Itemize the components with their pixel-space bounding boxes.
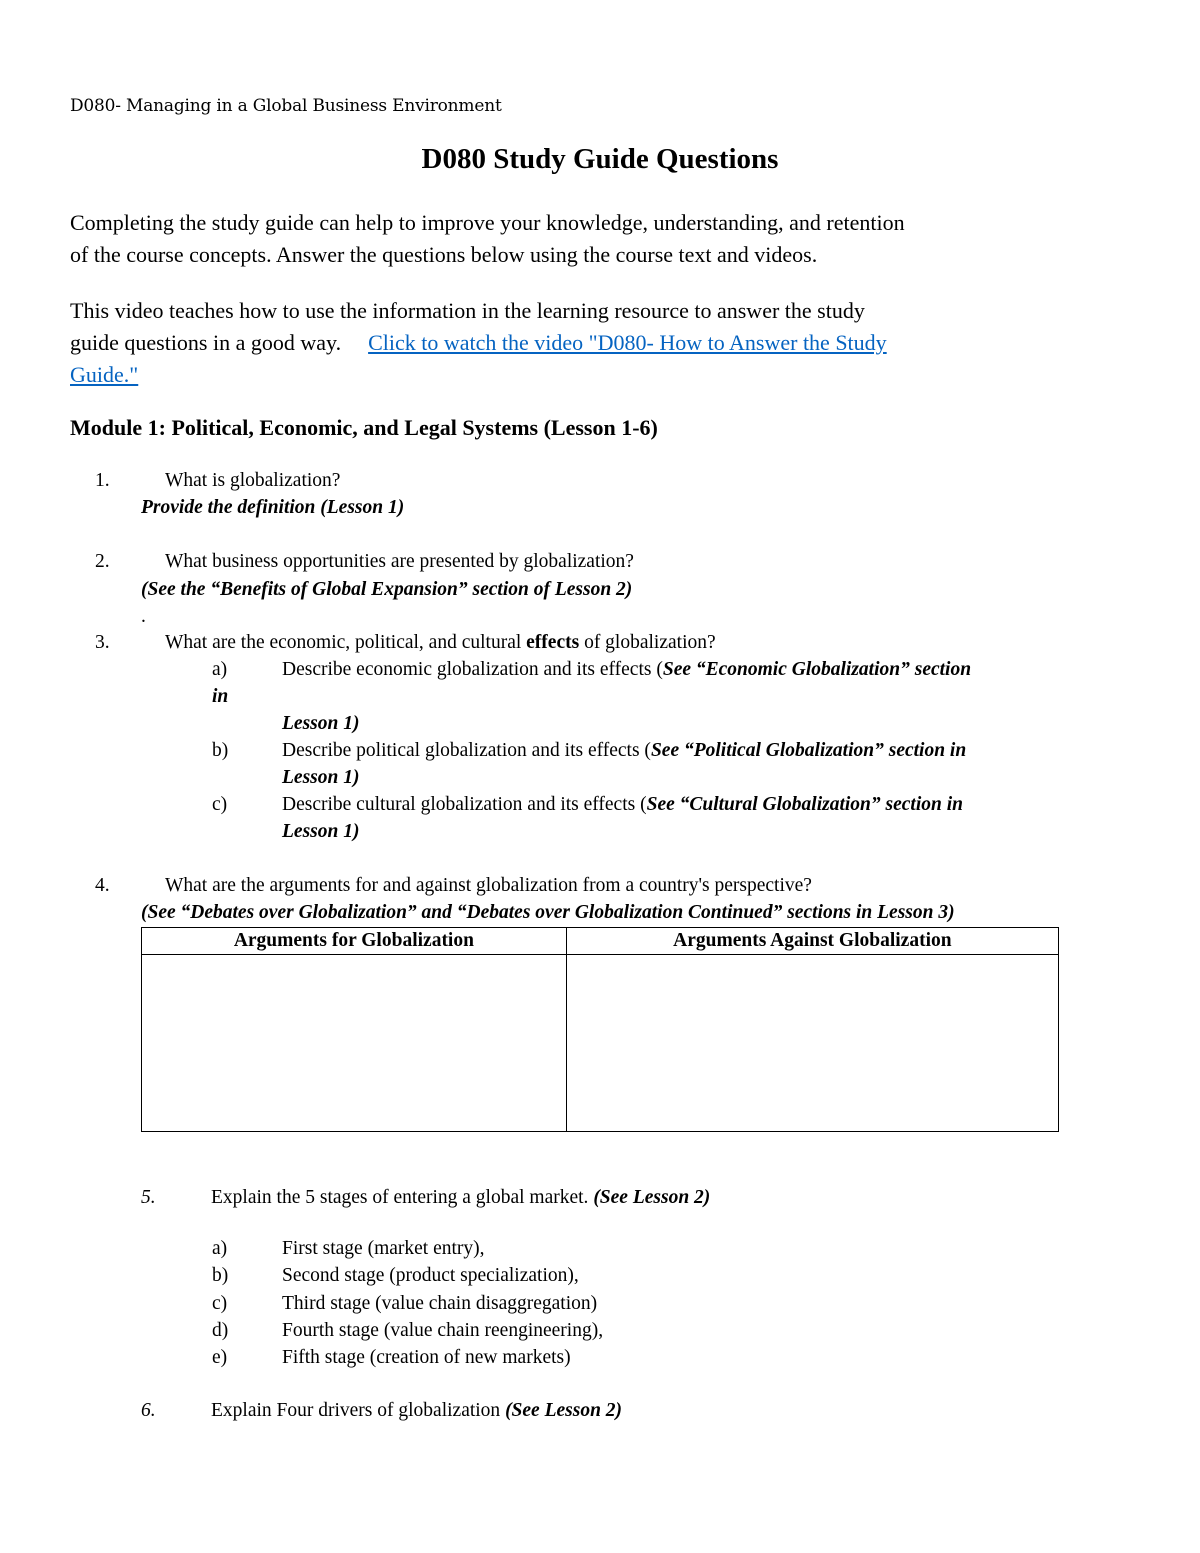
arguments-for-cell[interactable]	[142, 955, 567, 1132]
q5e-text: Fifth stage (creation of new markets)	[282, 1347, 571, 1368]
q6-text	[211, 1400, 622, 1422]
q5-hint: (See Lesson 2)	[593, 1187, 711, 1208]
q5e-letter: e)	[212, 1347, 228, 1368]
q3c-text	[282, 794, 963, 816]
q3b-description: Describe political globalization and its effects (	[282, 740, 651, 761]
q1-number: 1.	[95, 470, 110, 491]
q3a-letter: a)	[212, 659, 228, 680]
q1-text: What is globalization?	[165, 470, 341, 491]
q3a-hint: See “Economic Globalization” section	[662, 659, 972, 680]
q3-text	[165, 632, 716, 654]
q2-number: 2.	[95, 551, 110, 572]
arguments-against-cell[interactable]	[566, 955, 1058, 1132]
q3c-letter: c)	[212, 794, 228, 815]
q5c-letter: c)	[212, 1293, 228, 1314]
q3c-hint-lesson: Lesson 1)	[282, 821, 360, 842]
q3c-hint: See “Cultural Globalization” section in	[646, 794, 963, 815]
page-title: D080 Study Guide Questions	[421, 143, 779, 175]
q5b-letter: b)	[212, 1265, 229, 1286]
q6-number: 6.	[141, 1400, 156, 1421]
arguments-against-header: Arguments Against Globalization	[566, 928, 1058, 955]
q6-description: Explain Four drivers of globalization	[211, 1400, 506, 1421]
q3a-hint-lesson: Lesson 1)	[282, 713, 360, 734]
q2-hint: (See the “Benefits of Global Expansion” section of Lesson 2)	[141, 579, 633, 600]
arguments-table	[141, 927, 1059, 1132]
q5a-text: First stage (market entry),	[282, 1238, 485, 1259]
q3c-description: Describe cultural globalization and its effects (	[282, 794, 647, 815]
video-paragraph	[70, 295, 887, 391]
q3-text-bold: effects	[526, 632, 580, 653]
module-1-heading: Module 1: Political, Economic, and Legal Systems (Lesson 1-6)	[70, 415, 658, 440]
q4-text: What are the arguments for and against globalization from a country's perspective?	[165, 875, 812, 896]
q5c-text: Third stage (value chain disaggregation)	[282, 1293, 598, 1314]
q1-hint: Provide the definition (Lesson 1)	[141, 497, 405, 518]
q3-text-end: of globalization?	[579, 632, 716, 653]
q3a-hint-cont: in	[212, 686, 229, 707]
q2-dot: .	[141, 606, 146, 627]
q3b-text	[282, 740, 966, 762]
video-link-continued[interactable]: Guide."	[70, 362, 139, 387]
q5-description: Explain the 5 stages of entering a global market.	[211, 1187, 594, 1208]
q5a-letter: a)	[212, 1238, 228, 1259]
q3a-text	[282, 659, 971, 681]
intro-line-2: of the course concepts. Answer the questions below using the course text and videos.	[70, 242, 818, 267]
q4-hint: (See “Debates over Globalization” and “Debates over Globalization Continued” sections in Lesson 3)	[141, 902, 955, 923]
q3a-description: Describe economic globalization and its effects (	[282, 659, 663, 680]
q5d-text: Fourth stage (value chain reengineering),	[282, 1320, 604, 1341]
q3b-letter: b)	[212, 740, 229, 761]
video-line-3	[70, 359, 887, 391]
intro-line-1: Completing the study guide can help to improve your knowledge, understanding, and retention	[70, 210, 905, 235]
video-line-2	[70, 327, 887, 359]
document-header: D080- Managing in a Global Business Environment	[70, 96, 502, 116]
q3b-hint-lesson: Lesson 1)	[282, 767, 360, 788]
q2-text: What business opportunities are presented by globalization?	[165, 551, 634, 572]
q4-number: 4.	[95, 875, 110, 896]
q3b-hint: See “Political Globalization” section in	[650, 740, 967, 761]
q5-number: 5.	[141, 1187, 156, 1208]
video-link[interactable]: Click to watch the video "D080- How to Answer the Study	[368, 330, 887, 355]
q6-hint: (See Lesson 2)	[505, 1400, 623, 1421]
q5b-text: Second stage (product specialization),	[282, 1265, 579, 1286]
q5-text	[211, 1187, 710, 1209]
q5d-letter: d)	[212, 1320, 229, 1341]
q3-number: 3.	[95, 632, 110, 653]
q3-text-start: What are the economic, political, and cultural	[165, 632, 527, 653]
arguments-for-header: Arguments for Globalization	[142, 928, 567, 955]
intro-paragraph	[70, 207, 905, 271]
video-line-2-text: guide questions in a good way.	[70, 330, 342, 355]
video-line-1: This video teaches how to use the information in the learning resource to answer the study	[70, 298, 865, 323]
